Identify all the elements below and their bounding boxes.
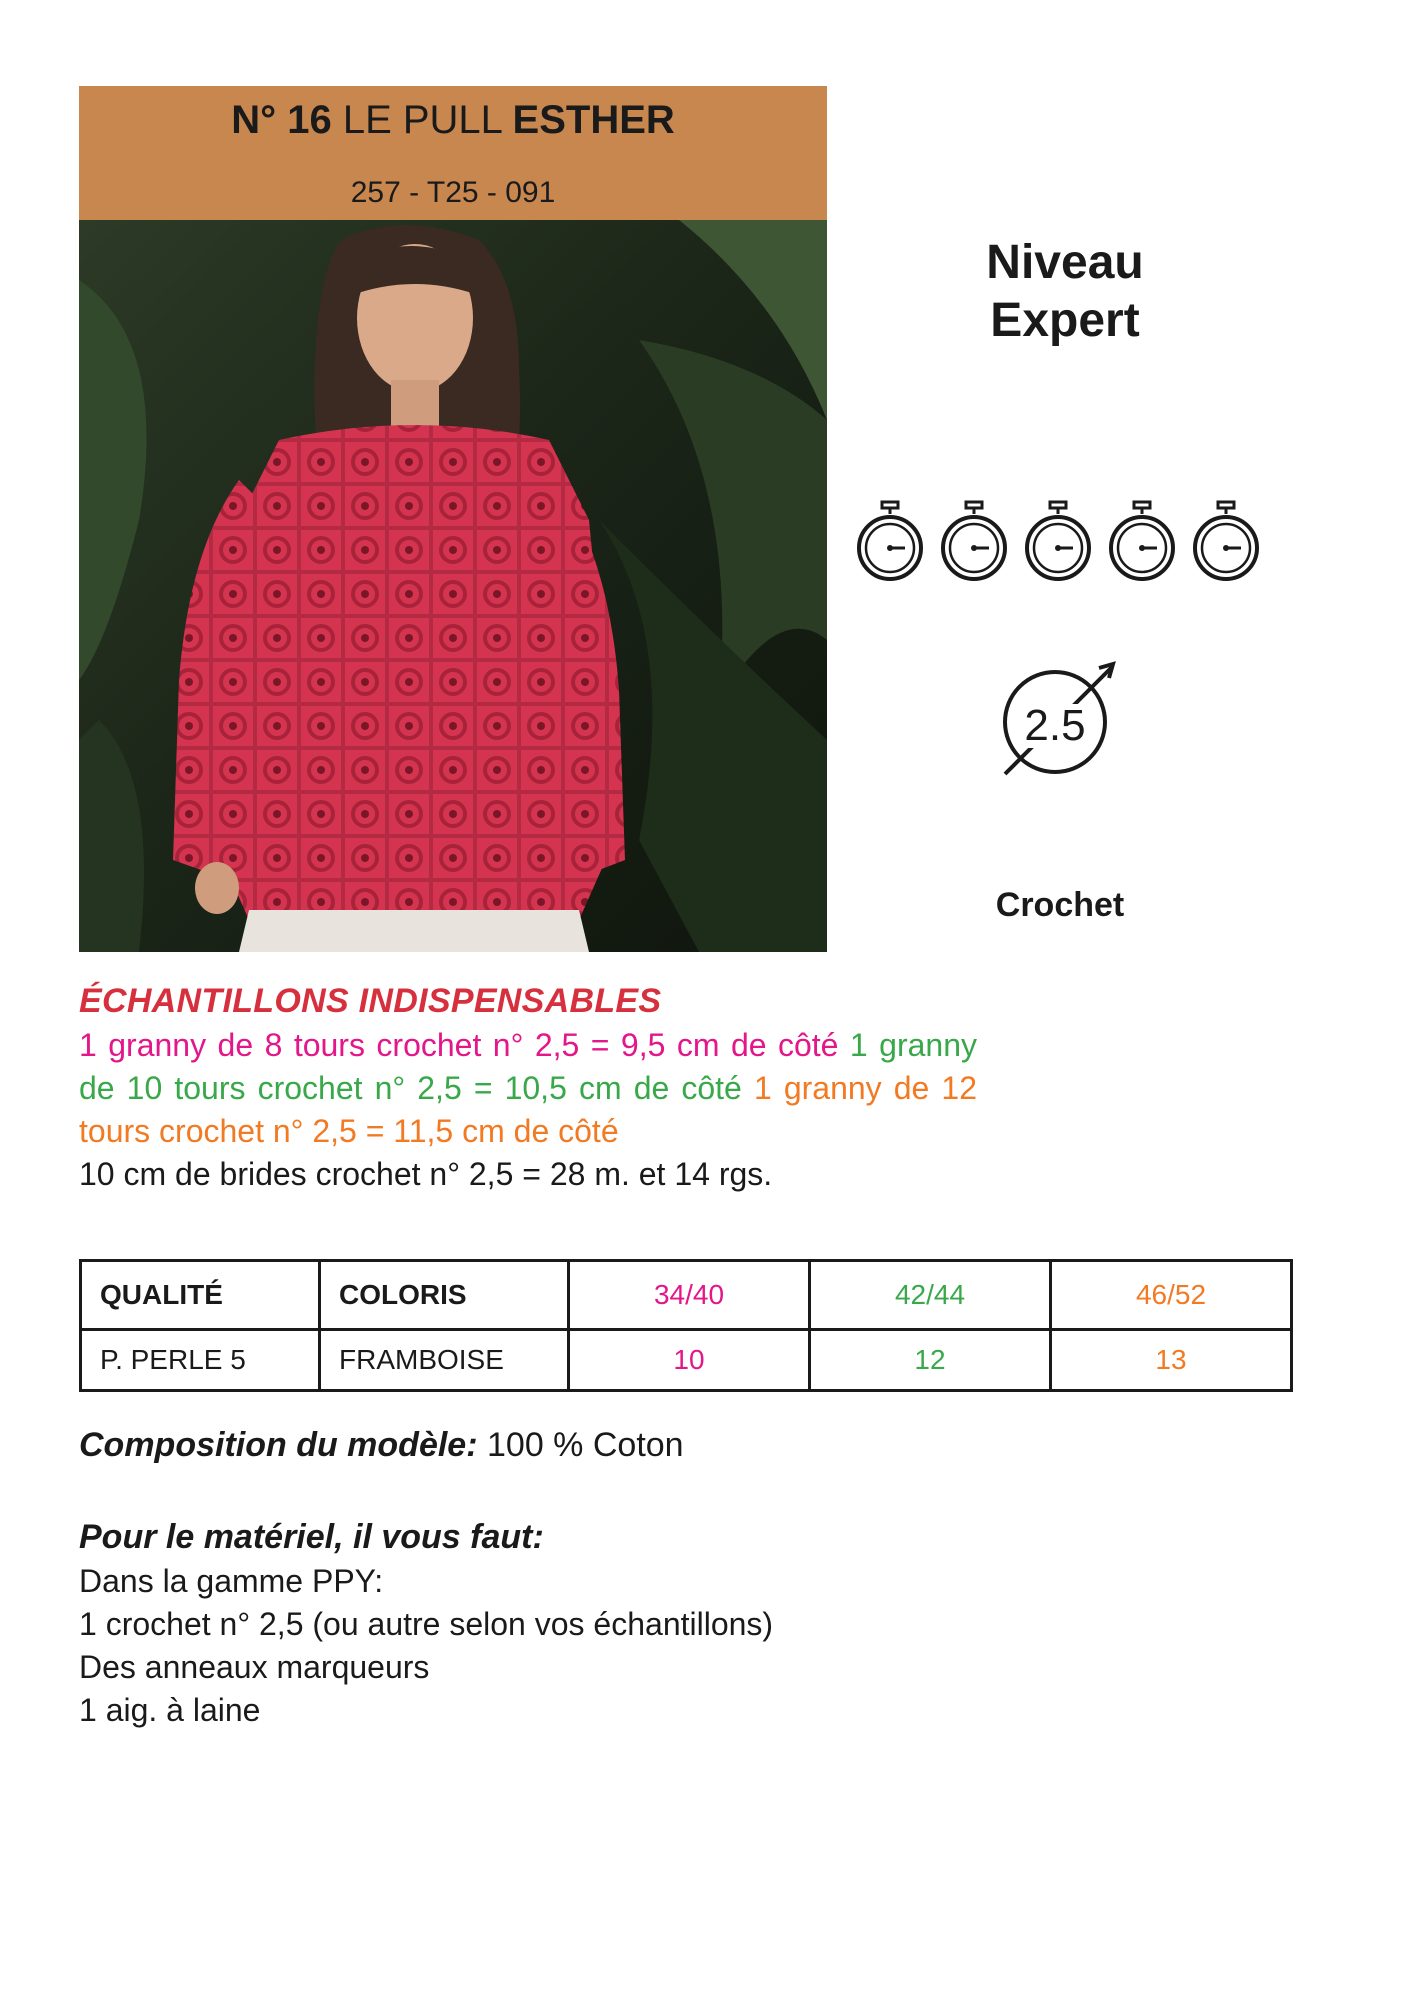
difficulty-level: [940, 234, 1190, 350]
samples-title: ÉCHANTILLONS INDISPENSABLES: [79, 982, 662, 1020]
level-label: Niveau: [986, 236, 1144, 289]
composition-label: Composition du modèle:: [79, 1426, 478, 1464]
list-item: 1 crochet n° 2,5 (ou autre selon vos échantillons): [79, 1606, 774, 1642]
model-photo-illustration: [79, 220, 827, 952]
table-header-cell: QUALITÉ: [81, 1261, 320, 1330]
stopwatch-icon: [939, 500, 1009, 584]
table-header-cell: 42/44: [810, 1261, 1051, 1330]
needle-size: 2.5: [1024, 701, 1086, 750]
table-cell: FRAMBOISE: [320, 1330, 569, 1391]
list-item: Dans la gamme PPY:: [79, 1563, 384, 1599]
crochet-needle-icon: [995, 660, 1125, 780]
stopwatch-icon: [1023, 500, 1093, 584]
material-title: Pour le matériel, il vous faut:: [79, 1518, 544, 1556]
table-cell: 12: [810, 1330, 1051, 1391]
sample-line-4: 10 cm de brides crochet n° 2,5 = 28 m. et 14 rgs.: [79, 1156, 773, 1192]
sample-line-2: 1 granny de 10 tours crochet n° 2,5 = 10,5 cm de côté: [79, 1027, 978, 1106]
time-rating: [855, 500, 1265, 590]
technique-label: Crochet: [995, 886, 1125, 924]
level-value: Expert: [990, 294, 1140, 347]
table-row: [81, 1330, 1292, 1391]
sample-line-3: 1 granny de 12 tours crochet n° 2,5 = 11,5 cm de côté: [79, 1070, 978, 1149]
yarn-table: [79, 1259, 1293, 1392]
table-header-cell: COLORIS: [320, 1261, 569, 1330]
stopwatch-icon: [1191, 500, 1261, 584]
samples-text: [79, 1024, 977, 1196]
table-header-cell: 34/40: [569, 1261, 810, 1330]
stopwatch-icon: [855, 500, 925, 584]
material-list: [79, 1560, 773, 1732]
composition-value: 100 % Coton: [487, 1426, 684, 1464]
table-cell: P. PERLE 5: [81, 1330, 320, 1391]
sample-line-1: 1 granny de 8 tours crochet n° 2,5 = 9,5 cm de côté: [79, 1027, 839, 1063]
table-cell: 10: [569, 1330, 810, 1391]
header-band: [79, 86, 827, 220]
pattern-title: N° 16 LE PULL ESTHER: [231, 98, 675, 142]
pattern-reference: 257 - T25 - 091: [350, 176, 556, 209]
list-item: Des anneaux marqueurs: [79, 1649, 430, 1685]
composition: [79, 1426, 684, 1465]
model-photo: [79, 220, 827, 952]
table-header-row: [81, 1261, 1292, 1330]
table-header-cell: 46/52: [1051, 1261, 1292, 1330]
table-cell: 13: [1051, 1330, 1292, 1391]
list-item: 1 aig. à laine: [79, 1692, 261, 1728]
stopwatch-icon: [1107, 500, 1177, 584]
